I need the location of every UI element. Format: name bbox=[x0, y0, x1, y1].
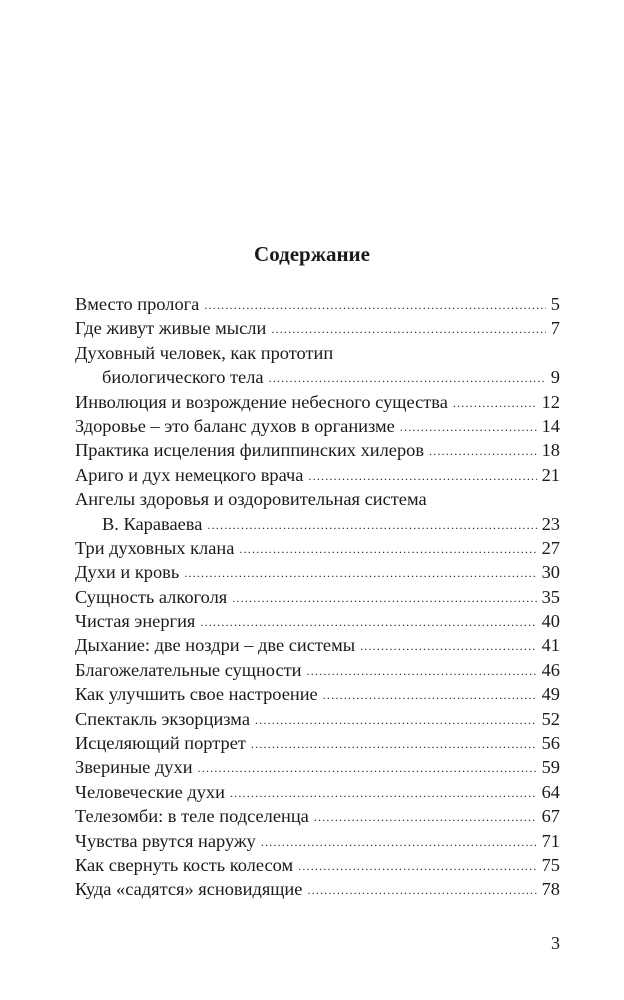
toc-leader-dots bbox=[307, 878, 536, 902]
toc-line bbox=[75, 341, 560, 365]
toc-entry-page: 78 bbox=[541, 879, 560, 900]
toc-leader-dots bbox=[251, 732, 537, 756]
toc-leader-dots bbox=[453, 391, 537, 415]
toc-entry bbox=[75, 292, 560, 316]
toc-entry bbox=[75, 780, 560, 804]
toc-entry-page: 75 bbox=[541, 854, 560, 875]
toc-leader-dots bbox=[207, 513, 536, 537]
toc-entry bbox=[75, 682, 560, 706]
toc-line bbox=[75, 731, 560, 755]
toc-entry-page: 56 bbox=[541, 733, 560, 754]
toc-entry bbox=[75, 560, 560, 584]
toc-line bbox=[75, 707, 560, 731]
toc-entry-page: 12 bbox=[541, 391, 560, 412]
toc-entry bbox=[75, 755, 560, 779]
toc-line bbox=[75, 487, 560, 511]
toc-leader-dots bbox=[308, 464, 536, 488]
toc-line bbox=[75, 682, 560, 706]
toc-leader-dots bbox=[198, 756, 537, 780]
toc-leader-dots bbox=[323, 683, 537, 707]
toc-entry-title: Человеческие духи bbox=[75, 781, 225, 802]
toc-entry-page: 23 bbox=[541, 513, 560, 534]
toc-entry-page: 67 bbox=[541, 806, 560, 827]
toc-line bbox=[75, 853, 560, 877]
toc-line bbox=[75, 438, 560, 462]
toc-entry-title: Инволюция и возрождение небесного существа bbox=[75, 391, 448, 412]
toc-line bbox=[75, 633, 560, 657]
toc-entry-page: 40 bbox=[541, 611, 560, 632]
toc-entry-page: 41 bbox=[541, 635, 560, 656]
toc-entry-title: Куда «садятся» ясновидящие bbox=[75, 879, 303, 900]
toc-line bbox=[75, 292, 560, 316]
toc-leader-dots bbox=[314, 805, 537, 829]
toc-entry-title: Чистая энергия bbox=[75, 611, 196, 632]
toc-leader-dots bbox=[255, 708, 537, 732]
toc-entry-title: Вместо пролога bbox=[75, 294, 200, 314]
toc-entry bbox=[75, 414, 560, 438]
toc-entry bbox=[75, 341, 560, 390]
toc-entry-page: 14 bbox=[541, 415, 560, 436]
toc-entry bbox=[75, 487, 560, 536]
toc-entry-title: биологического тела bbox=[102, 367, 264, 388]
toc-entry-title: Благожелательные сущности bbox=[75, 659, 302, 680]
toc-entry-page: 27 bbox=[541, 537, 560, 558]
toc-line bbox=[75, 463, 560, 487]
page-number: 3 bbox=[551, 933, 560, 953]
toc-entry-title: Здоровье – это баланс духов в организме bbox=[75, 415, 395, 436]
toc-entry-title: Где живут живые мысли bbox=[75, 318, 267, 339]
toc-entry-title: В. Караваева bbox=[102, 513, 203, 534]
toc-entry-page: 46 bbox=[541, 659, 560, 680]
toc-entry-page: 5 bbox=[550, 294, 560, 314]
toc-entry bbox=[75, 877, 560, 901]
toc-line bbox=[75, 536, 560, 560]
toc-entry-page: 59 bbox=[541, 757, 560, 778]
toc-leader-dots bbox=[230, 781, 537, 805]
toc-entry-title: Сущность алкоголя bbox=[75, 586, 228, 607]
toc-leader-dots bbox=[232, 586, 536, 610]
toc-entry bbox=[75, 609, 560, 633]
toc-entry bbox=[75, 829, 560, 853]
toc-entry-title: Исцеляющий портрет bbox=[75, 733, 246, 754]
toc-entry-title: Как свернуть кость колесом bbox=[75, 854, 294, 875]
toc-entry bbox=[75, 707, 560, 731]
toc-entry-title: Три духовных клана bbox=[75, 537, 235, 558]
table-of-contents bbox=[75, 292, 560, 902]
toc-entry-page: 18 bbox=[541, 440, 560, 461]
toc-entry-title: Спектакль экзорцизма bbox=[75, 708, 250, 729]
toc-leader-dots bbox=[239, 537, 536, 561]
toc-leader-dots bbox=[400, 415, 537, 439]
toc-entry bbox=[75, 390, 560, 414]
toc-entry bbox=[75, 463, 560, 487]
toc-leader-dots bbox=[261, 830, 537, 854]
toc-entry bbox=[75, 585, 560, 609]
toc-line bbox=[75, 804, 560, 828]
toc-line bbox=[75, 780, 560, 804]
page-title: Содержание bbox=[254, 242, 370, 266]
toc-line bbox=[75, 560, 560, 584]
toc-entry-title: Чувства рвутся наружу bbox=[75, 830, 256, 851]
toc-line bbox=[75, 609, 560, 633]
toc-entry-page: 64 bbox=[541, 781, 560, 802]
toc-entry-title: Как улучшить свое настроение bbox=[75, 684, 318, 705]
toc-entry bbox=[75, 853, 560, 877]
toc-line bbox=[75, 414, 560, 438]
toc-leader-dots bbox=[200, 610, 536, 634]
toc-leader-dots bbox=[204, 293, 545, 317]
toc-entry-page: 49 bbox=[541, 684, 560, 705]
toc-line bbox=[75, 829, 560, 853]
toc-entry-page: 7 bbox=[550, 318, 560, 339]
toc-leader-dots bbox=[271, 317, 545, 341]
toc-entry-title: Ариго и дух немецкого врача bbox=[75, 464, 304, 485]
toc-entry-title: Духи и кровь bbox=[75, 562, 180, 583]
toc-line bbox=[75, 512, 560, 536]
toc-entry bbox=[75, 536, 560, 560]
toc-leader-dots bbox=[269, 366, 546, 390]
toc-entry bbox=[75, 731, 560, 755]
toc-entry bbox=[75, 633, 560, 657]
toc-leader-dots bbox=[184, 561, 536, 585]
toc-entry-title: Звериные духи bbox=[75, 757, 193, 778]
toc-entry bbox=[75, 658, 560, 682]
toc-line bbox=[75, 658, 560, 682]
toc-line bbox=[75, 877, 560, 901]
toc-line bbox=[75, 316, 560, 340]
toc-line bbox=[75, 390, 560, 414]
toc-line bbox=[75, 585, 560, 609]
toc-line bbox=[75, 755, 560, 779]
toc-entry-page: 71 bbox=[541, 830, 560, 851]
toc-entry-page: 21 bbox=[541, 464, 560, 485]
toc-entry-page: 30 bbox=[541, 562, 560, 583]
toc-entry bbox=[75, 804, 560, 828]
toc-entry-page: 9 bbox=[550, 367, 560, 388]
toc-leader-dots bbox=[360, 634, 537, 658]
toc-entry-page: 52 bbox=[541, 708, 560, 729]
toc-entry-title: Дыхание: две ноздри – две системы bbox=[75, 635, 356, 656]
toc-entry-title: Ангелы здоровья и оздоровительная система bbox=[75, 489, 427, 510]
toc-entry bbox=[75, 438, 560, 462]
toc-leader-dots bbox=[429, 439, 537, 463]
toc-entry-title: Духовный человек, как прототип bbox=[75, 342, 334, 363]
toc-leader-dots bbox=[307, 659, 537, 683]
toc-entry-title: Телезомби: в теле подселенца bbox=[75, 806, 309, 827]
toc-entry-title: Практика исцеления филиппинских хилеров bbox=[75, 440, 425, 461]
toc-entry-page: 35 bbox=[541, 586, 560, 607]
toc-entry bbox=[75, 316, 560, 340]
toc-leader-dots bbox=[298, 854, 536, 878]
toc-line bbox=[75, 365, 560, 389]
